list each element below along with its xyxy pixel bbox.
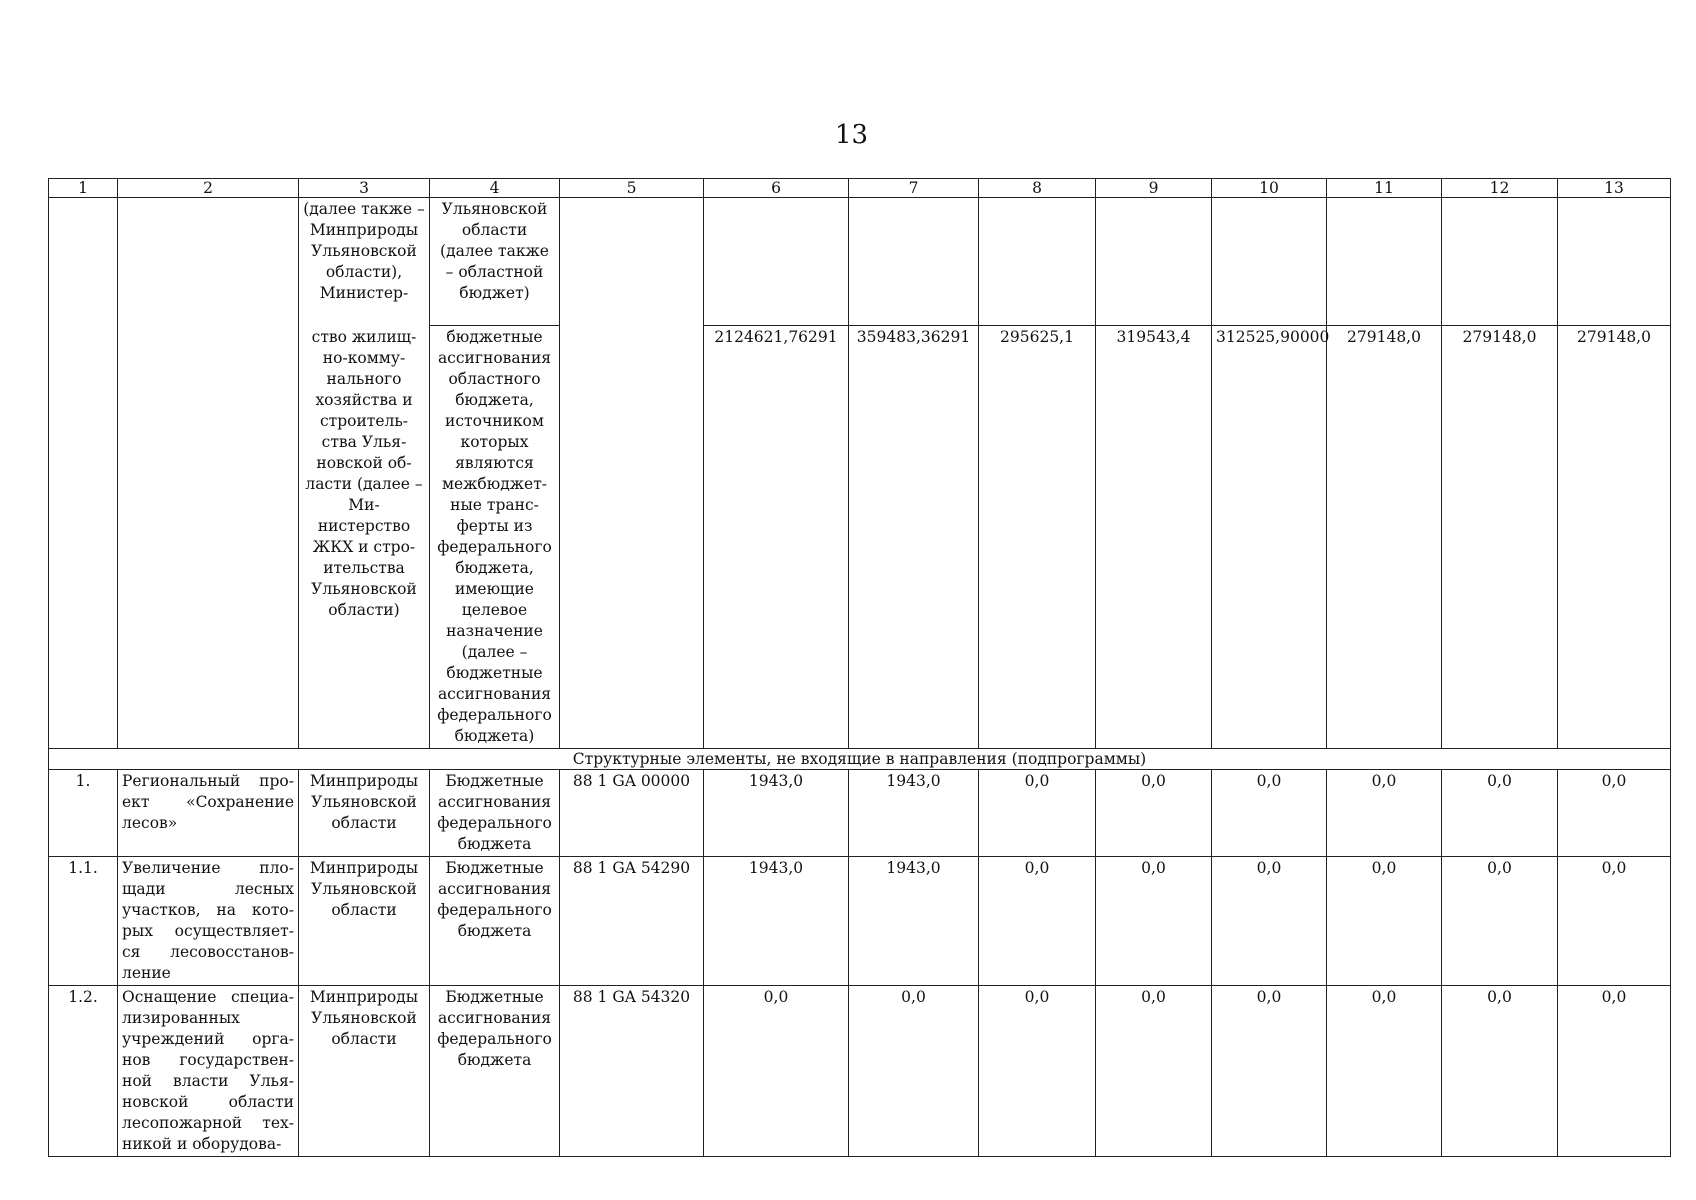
value-cell: 0,0	[1558, 986, 1671, 1157]
empty-cell	[1096, 198, 1212, 326]
funding-source-cell: бюджетные ассигнования областного бюджета, источником которых являются межбюджет-ные транс-ферты из федерального бюджета, имеющие целевое назначение (далее – бюджетные ассигнования федерального бюджета)	[430, 326, 560, 749]
value-cell: 1943,0	[849, 857, 979, 986]
value-cell: 0,0	[1442, 986, 1558, 1157]
value-cell: 0,0	[979, 986, 1096, 1157]
row-number: 1.	[49, 770, 118, 857]
row-executor: Минприроды Ульяновской области	[299, 857, 430, 986]
value-cell: 0,0	[1212, 770, 1327, 857]
value-cell: 0,0	[1327, 770, 1442, 857]
value-cell: 319543,4	[1096, 326, 1212, 749]
column-number: 5	[560, 179, 704, 198]
value-cell: 279148,0	[1442, 326, 1558, 749]
row-source: Бюджетные ассигнования федерального бюджета	[430, 770, 560, 857]
column-number: 6	[704, 179, 849, 198]
value-cell: 1943,0	[849, 770, 979, 857]
row-source: Бюджетные ассигнования федерального бюджета	[430, 857, 560, 986]
column-number: 13	[1558, 179, 1671, 198]
code-cell	[560, 198, 704, 749]
value-cell: 0,0	[1327, 857, 1442, 986]
empty-cell	[1327, 198, 1442, 326]
column-number: 11	[1327, 179, 1442, 198]
value-cell: 312525,90000	[1212, 326, 1327, 749]
table-row	[49, 770, 1671, 857]
value-cell: 359483,36291	[849, 326, 979, 749]
column-number: 12	[1442, 179, 1558, 198]
empty-cell	[118, 326, 299, 749]
table-row	[49, 857, 1671, 986]
value-cell: 295625,1	[979, 326, 1096, 749]
value-cell: 0,0	[1096, 770, 1212, 857]
value-cell: 1943,0	[704, 770, 849, 857]
value-cell: 0,0	[1558, 857, 1671, 986]
continuation-row-top	[49, 198, 1671, 326]
value-cell: 0,0	[849, 986, 979, 1157]
value-cell: 0,0	[979, 770, 1096, 857]
executor-cell: ство жилищ-но-комму-нального хозяйства и строитель-ства Улья-новской об-ласти (далее – Ми-нистерство ЖКХ и стро-ительства Ульяновской области)	[299, 326, 430, 749]
row-code: 88 1 GA 54290	[560, 857, 704, 986]
funding-source-cell: Ульяновской области (далее также – областной бюджет)	[430, 198, 560, 326]
empty-cell	[704, 198, 849, 326]
value-cell: 2124621,76291	[704, 326, 849, 749]
empty-cell	[1558, 198, 1671, 326]
row-executor: Минприроды Ульяновской области	[299, 986, 430, 1157]
value-cell: 0,0	[1558, 770, 1671, 857]
row-name: Региональный про-ект «Сохранение лесов»	[118, 770, 299, 857]
empty-cell	[979, 198, 1096, 326]
row-name: Оснащение специа-лизированных учреждений орга-нов государствен-ной власти Улья-новской области лесопожарной тех-никой и оборудова-	[118, 986, 299, 1157]
value-cell: 0,0	[1327, 986, 1442, 1157]
row-source: Бюджетные ассигнования федерального бюджета	[430, 986, 560, 1157]
column-number: 3	[299, 179, 430, 198]
column-number: 1	[49, 179, 118, 198]
value-cell: 0,0	[979, 857, 1096, 986]
value-cell: 279148,0	[1558, 326, 1671, 749]
value-cell: 0,0	[1096, 986, 1212, 1157]
page-number: 13	[835, 120, 869, 150]
column-number: 2	[118, 179, 299, 198]
column-number-row	[49, 179, 1671, 198]
column-number: 9	[1096, 179, 1212, 198]
table-row	[49, 986, 1671, 1157]
empty-cell	[49, 198, 118, 326]
budget-table	[48, 178, 1671, 1157]
value-cell: 0,0	[1442, 857, 1558, 986]
value-cell: 1943,0	[704, 857, 849, 986]
row-number: 1.1.	[49, 857, 118, 986]
column-number: 10	[1212, 179, 1327, 198]
value-cell: 0,0	[1212, 986, 1327, 1157]
empty-cell	[1442, 198, 1558, 326]
row-executor: Минприроды Ульяновской области	[299, 770, 430, 857]
column-number: 7	[849, 179, 979, 198]
value-cell: 0,0	[1096, 857, 1212, 986]
empty-cell	[849, 198, 979, 326]
value-cell: 0,0	[1442, 770, 1558, 857]
column-number: 8	[979, 179, 1096, 198]
continuation-row-bottom	[49, 326, 1671, 749]
value-cell: 0,0	[704, 986, 849, 1157]
section-title: Структурные элементы, не входящие в направления (подпрограммы)	[49, 749, 1671, 770]
row-code: 88 1 GA 54320	[560, 986, 704, 1157]
value-cell: 0,0	[1212, 857, 1327, 986]
row-code: 88 1 GA 00000	[560, 770, 704, 857]
empty-cell	[49, 326, 118, 749]
row-number: 1.2.	[49, 986, 118, 1157]
row-name: Увеличение пло-щади лесных участков, на кото-рых осуществляет-ся лесовосстанов-ление	[118, 857, 299, 986]
executor-cell: (далее также – Минприроды Ульяновской области), Министер-	[299, 198, 430, 326]
column-number: 4	[430, 179, 560, 198]
empty-cell	[1212, 198, 1327, 326]
value-cell: 279148,0	[1327, 326, 1442, 749]
empty-cell	[118, 198, 299, 326]
section-row	[49, 749, 1671, 770]
